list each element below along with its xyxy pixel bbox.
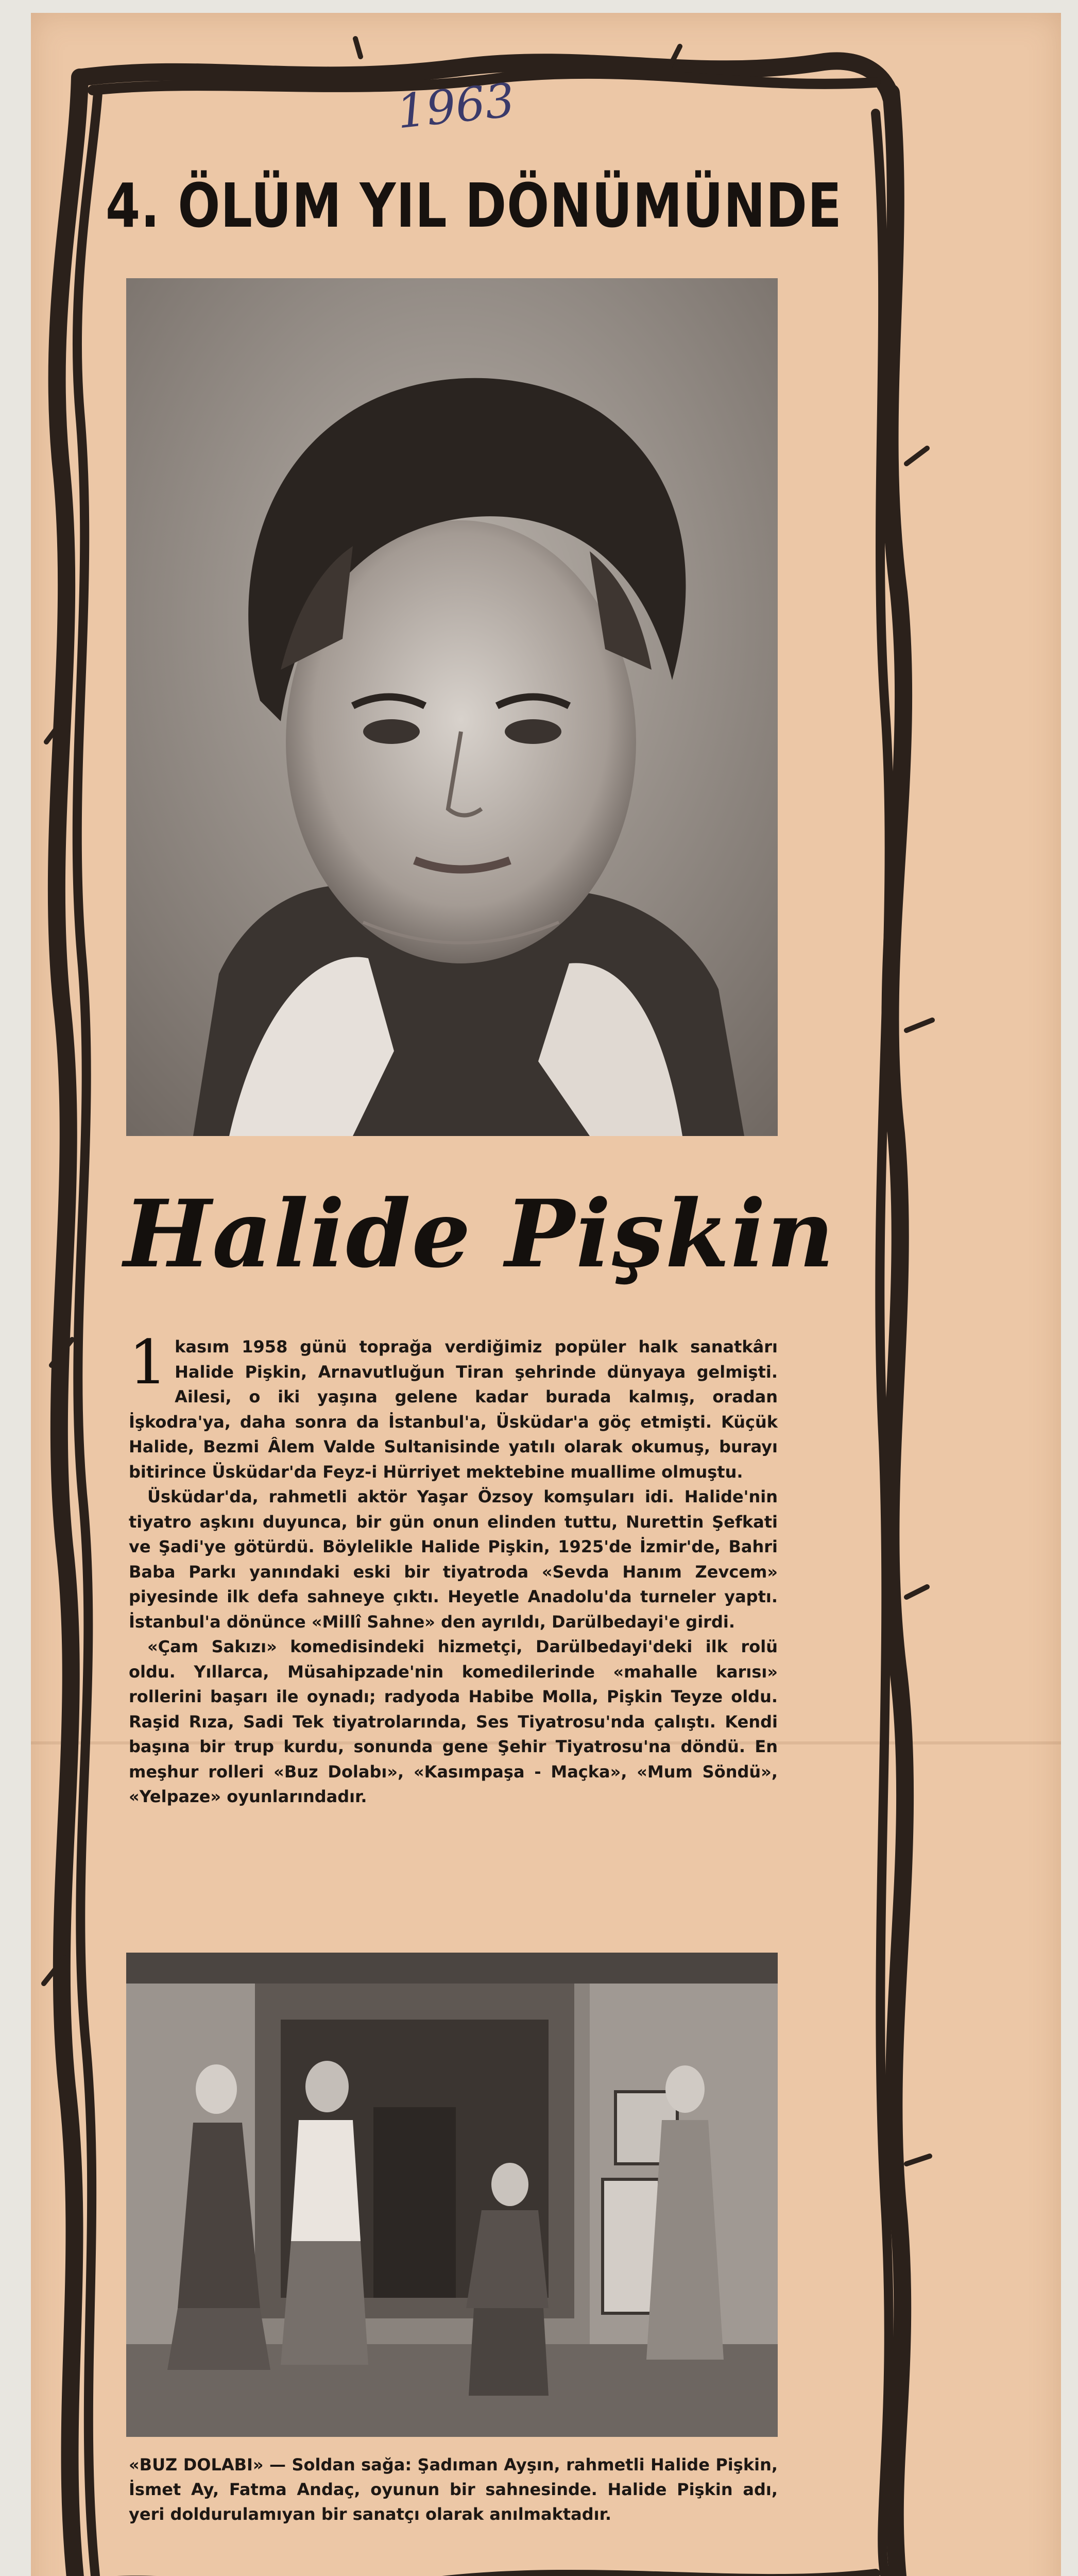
stage-photo	[126, 1953, 778, 2437]
portrait-photo	[126, 278, 778, 1136]
handwritten-year: 1963	[394, 73, 518, 140]
article-paragraph: «Çam Sakızı» komedisindeki hizmetçi, Darülbedayi'deki ilk rolü oldu. Yıllarca, Müsahipzade'nin komedilerinde «mahalle karısı» rollerini başarı ile oynadı; radyoda Habibe Molla, Pişkin Teyze oldu. Raşid Rıza, Sadi Tek tiyatrolarında, Ses Tiyatrosu'nda çalıştı. Kendi başına bir trup kurdu, sonunda gene Şehir Tiyatrosu'na döndü. En meşhur rolleri «Buz Dolabı», «Kasımpaşa - Maçka», «Mum Söndü», «Yelpaze» oyunlarındadır.	[129, 1637, 778, 1806]
article-paragraph: Üsküdar'da, rahmetli aktör Yaşar Özsoy komşuları idi. Halide'nin tiyatro aşkını duyunca, bir gün onun elinden tuttu, Nurettin Şefkati ve Şadi'ye götürdü. Böylelikle Halide Pişkin, 1925'de İzmir'de, Bahri Baba Parkı yanındaki eski bir tiyatroda «Sevda Hanım Zevcem» piyesinde ilk defa sahneye çıktı. Heyetle Anadolu'da turneler yaptı. İstanbul'a dönünce «Millî Sahne» den ayrıldı, Darülbedayi'e girdi.	[129, 1487, 778, 1632]
stage-scene-image	[126, 1953, 778, 2437]
headline: 4. ÖLÜM YIL DÖNÜMÜNDE	[106, 170, 842, 241]
portrait-image	[126, 278, 778, 1136]
drop-cap: 1	[129, 1327, 168, 1398]
article-body	[129, 1327, 778, 1809]
article-paragraph: 1 kasım 1958 günü toprağa verdiğimiz popüler halk sanatkârı Halide Pişkin, Arnavutluğun Tiran şehrinde dünyaya gelmişti. Ailesi, o iki yaşına gelene kadar burada kalmış, oradan İşkodra'ya, daha sonra da İstanbul'a, Üsküdar'a göç etmişti. Küçük Halide, Bezmi Âlem Valde Sultanisinde yatılı olarak okumuş, burayı bitirince Üsküdar'da Feyz-i Hürriyet mektebine muallime olmuştu.	[129, 1327, 778, 1482]
article-title: Halide Pişkin	[124, 1180, 835, 1289]
photo-caption: «BUZ DOLABI» — Soldan sağa: Şadıman Ayşın, rahmetli Halide Pişkin, İsmet Ay, Fatma Andaç, oyunun bir sahnesinde. Halide Pişkin adı, yeri doldurulamıyan bir sanatçı olarak anılmaktadır.	[129, 2455, 778, 2524]
